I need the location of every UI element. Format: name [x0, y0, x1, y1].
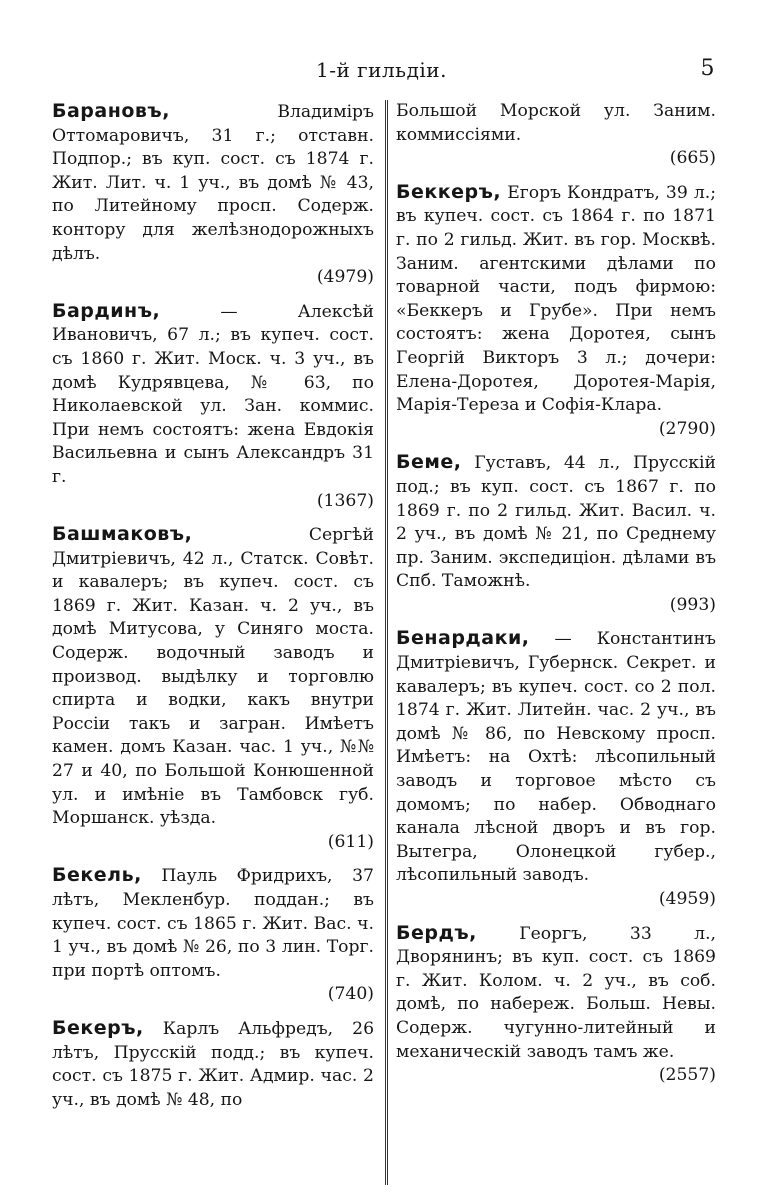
- entry-name: Бекеръ,: [52, 1016, 144, 1039]
- entry-name: Бенардаки,: [396, 627, 530, 650]
- entry-text: Егоръ Кондратъ, 39 л.; въ купеч. сост. съ 1864 г. по 1871 г. по 2 гильд. Жит. въ гор. Москвѣ. Заним. агентскими дѣлами по товарной части, подъ фирмою: «Беккеръ и Грубе». При немъ состоятъ: жена Доротея, сынъ Георгiй Викторъ 3 л.; дочери: Елена-Доротея, Доротея-Марiя, Марiя-Тереза и Софiя-Клара.: [396, 182, 716, 416]
- entry-name: Бардинъ,: [52, 299, 161, 322]
- entry-text: — Алексѣй Ивановичъ, 67 л.; въ купеч. сост. съ 1860 г. Жит. Моск. ч. 3 уч., въ домѣ Кудрявцева, № 63, по Николаевской ул. Зан. коммис. При немъ состоятъ: жена Евдокiя Васильевна и сынъ Александръ 31 г.: [52, 301, 375, 487]
- entry-ref: (665): [669, 148, 716, 169]
- entry-ref: (2557): [658, 1065, 716, 1086]
- entry-ref: (611): [327, 831, 374, 852]
- left-column: [52, 100, 374, 1122]
- entry-text: Большой Морской ул. Заним. коммиссiями.: [396, 101, 716, 145]
- entry-ref: (4979): [316, 267, 374, 288]
- entry-name: Башмаковъ,: [52, 523, 193, 546]
- entry-name: Бекель,: [52, 864, 142, 887]
- entry-ref: (740): [327, 984, 374, 1005]
- entry: [52, 100, 374, 290]
- entry-text: Сергѣй Дмитрiевичъ, 42 л., Статск. Совѣт. и кавалеръ; въ купеч. сост. съ 1869 г. Жит. Казан. ч. 2 уч., въ домѣ Митусова, у Синяго моста. Содерж. водочный заводъ и производ. выдѣлку и торговлю спирта и водки, какъ внутри Россiи такъ и загран. Имѣетъ камен. домъ Казан. час. 1 уч., №№ 27 и 40, по Большой Конюшенной ул. и имѣнiе въ Тамбовск губ. Моршанск. уѣзда.: [52, 525, 374, 829]
- entry-ref: (993): [669, 594, 716, 615]
- running-title: 1-й гильдiи.: [316, 58, 447, 82]
- entry: [52, 523, 374, 854]
- entry: [396, 922, 716, 1088]
- entry-text: Георгъ, 33 л., Дворянинъ; въ куп. сост. съ 1869 г. Жит. Колом. ч. 2 уч., въ соб. домѣ, по набереж. Больш. Невы. Содерж. чугунно-литейный и механическiй заводъ тамъ же.: [396, 923, 716, 1062]
- entry: [396, 451, 716, 617]
- entry-ref: (1367): [316, 490, 374, 511]
- entry-text: Карлъ Альфредъ, 26 лѣтъ, Прусскiй подд.; въ купеч. сост. съ 1875 г. Жит. Адмир. час. 2 уч., въ домѣ № 48, по: [52, 1018, 374, 1110]
- entry-text: — Константинъ Дмитрiевичъ, Губернск. Секрет. и кавалеръ; въ купеч. сост. со 2 пол. 1874 г. Жит. Литейн. час. 2 уч., въ домѣ № 86, по Невскому просп. Имѣетъ: на Охтѣ: лѣсопильный заводъ и торговое мѣсто съ домомъ; по набер. Обводнаго канала лѣсной дворъ и въ гор. Вытегра, Олонецкой губер., лѣсопильный заводъ.: [396, 629, 716, 886]
- entry: [52, 864, 374, 1007]
- entry-ref: (2790): [658, 418, 716, 439]
- entry: [52, 1017, 374, 1112]
- entry-name: Беккеръ,: [396, 180, 502, 203]
- entry-text: Владимiръ Оттомаровичъ, 31 г.; отставн. Подпор.; въ куп. сост. съ 1874 г. Жит. Лит. ч. 1 уч., въ домѣ № 43, по Литейному просп. Содерж. контору для желѣзнодорожныхъ дѣлъ.: [52, 102, 374, 264]
- entry-text: Пауль Фридрихъ, 37 лѣтъ, Мекленбур. поддан.; въ купеч. сост. съ 1865 г. Жит. Вас. ч. 1 уч., въ домѣ № 26, по 3 лин. Торг. при портѣ оптомъ.: [52, 866, 374, 981]
- page-number: 5: [700, 56, 715, 81]
- entry: [396, 627, 716, 911]
- column-divider: [385, 100, 388, 1185]
- entry-continuation: [396, 100, 716, 171]
- entry-name: Барановъ,: [52, 100, 170, 122]
- entry-name: Бердъ,: [396, 921, 477, 944]
- entry: [52, 300, 374, 513]
- entry-name: Беме,: [396, 451, 462, 474]
- entry-ref: (4959): [658, 889, 716, 909]
- page-header: [0, 56, 763, 86]
- right-column: [396, 100, 716, 1098]
- entry: [396, 181, 716, 442]
- entry-text: Густавъ, 44 л., Прусскiй под.; въ куп. сост. съ 1867 г. по 1869 г. по 2 гильд. Жит. Васил. ч. 2 уч., въ домѣ № 21, по Среднему пр. Заним. экспедицiон. дѣлами въ Спб. Таможнѣ.: [396, 453, 717, 592]
